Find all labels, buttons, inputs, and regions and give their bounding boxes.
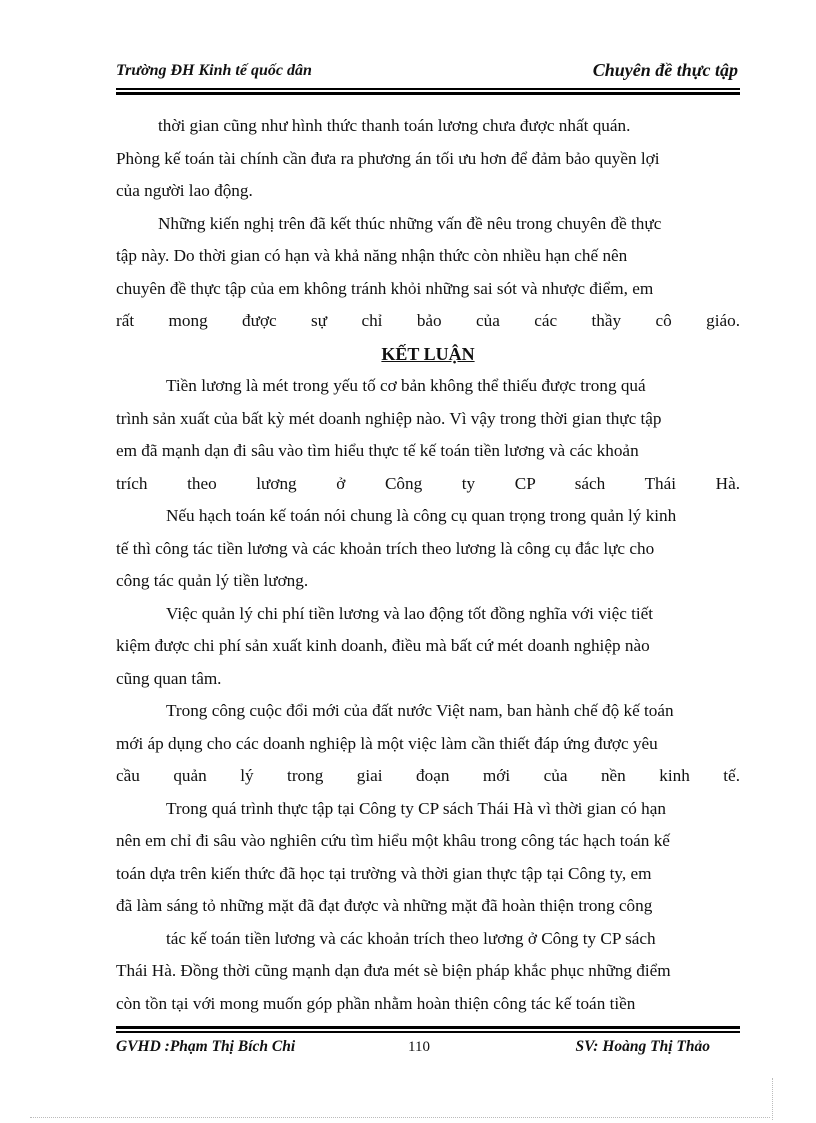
conclusion-line: Trong công cuộc đổi mới của đất nước Việt nam, ban hành chế độ kế toán [166,701,674,720]
conclusion-line: Trong quá trình thực tập tại Công ty CP sách Thái Hà vì thời gian có hạn [166,798,666,818]
conclusion-line: kiệm được chi phí sản xuất kinh doanh, điều mà bất cứ mét doanh nghiệp nào [116,636,650,655]
conclusion-line: Thái Hà. Đồng thời cũng mạnh dạn đưa mét sè biện pháp khắc phục những điểm [116,961,671,980]
page-edge-guide-vertical [772,1078,773,1120]
conclusion-line: nên em chỉ đi sâu vào nghiên cứu tìm hiểu một khâu trong công tác hạch toán kế [116,831,670,850]
conclusion-line: cầu quản lý trong giai đoạn mới của nền kinh tế. [116,766,740,785]
document-body [116,110,740,1020]
conclusion-line: toán dựa trên kiến thức đã học tại trường và thời gian thực tập tại Công ty, em [116,863,652,883]
conclusion-line: trình sản xuất của bất kỳ mét doanh nghiệp nào. Vì vậy trong thời gian thực tập [116,408,662,428]
conclusion-line: cũng quan tâm. [116,668,222,688]
conclusion-line: trích theo lương ở Công ty CP sách Thái Hà. [116,473,740,493]
page-edge-guide [30,1117,770,1118]
conclusion-line: Việc quản lý chi phí tiền lương và lao động tốt đồng nghĩa với việc tiết [166,603,654,623]
conclusion-line: đã làm sáng tỏ những mặt đã đạt được và những mặt đã hoàn thiện trong công [116,896,653,915]
conclusion-title: KẾT LUẬN [381,343,475,364]
header-doc-type: Chuyên đề thực tập [592,60,738,80]
footer-rule-thick [116,1026,740,1029]
conclusion-line: còn tồn tại với mong muốn góp phần nhằm hoàn thiện công tác kế toán tiền [116,993,636,1013]
body-line: rất mong được sự chỉ bảo của các thầy cô giáo. [116,311,740,330]
header-rule [116,88,740,90]
header-school: Trường ĐH Kinh tế quốc dân [116,62,312,79]
conclusion-line: tác kế toán tiền lương và các khoản trích theo lương ở Công ty CP sách [166,928,656,948]
body-line: thời gian cũng như hình thức thanh toán lương chưa được nhất quán. [158,116,631,135]
body-line: chuyên đề thực tập của em không tránh khỏi những sai sót và nhược điểm, em [116,278,654,298]
conclusion-line: em đã mạnh dạn đi sâu vào tìm hiểu thực tế kế toán tiền lương và các khoản [116,441,639,460]
body-line: Phòng kế toán tài chính cần đưa ra phương án tối ưu hơn để đảm bảo quyền lợi [116,148,660,168]
page-number: 110 [408,1039,430,1055]
conclusion-line: Nếu hạch toán kế toán nói chung là công cụ quan trọng trong quản lý kinh [166,506,677,525]
page-header [116,58,740,86]
conclusion-line: Tiền lương là mét trong yếu tố cơ bản không thể thiếu được trong quá [166,376,646,395]
body-line: tập này. Do thời gian có hạn và khả năng nhận thức còn nhiều hạn chế nên [116,246,628,265]
conclusion-line: công tác quản lý tiền lương. [116,571,309,590]
footer-rule [116,1031,740,1033]
conclusion-line: tế thì công tác tiền lương và các khoản trích theo lương là công cụ đắc lực cho [116,538,655,558]
body-line: của người lao động. [116,181,253,200]
conclusion-line: mới áp dụng cho các doanh nghiệp là một việc làm cần thiết đáp ứng được yêu [116,733,658,753]
page-footer [116,1036,740,1060]
footer-advisor: GVHD :Phạm Thị Bích Chi [116,1038,296,1055]
body-line: Những kiến nghị trên đã kết thúc những vấn đề nêu trong chuyên đề thực [158,213,662,233]
header-rule-thick [116,92,740,95]
footer-student: SV: Hoàng Thị Thảo [575,1038,710,1055]
